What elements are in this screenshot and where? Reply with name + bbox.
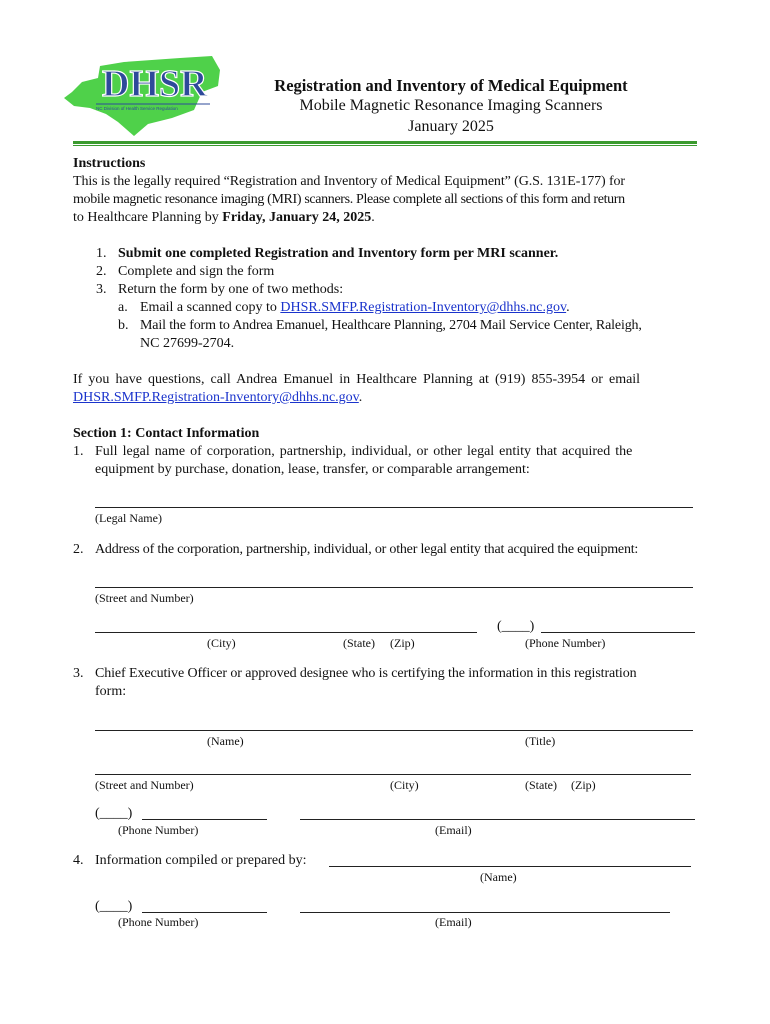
legal-name-caption: (Legal Name): [95, 511, 162, 525]
questions-line-1: If you have questions, call Andrea Emanuel in Healthcare Planning at (919) 855-3954 or email: [73, 372, 641, 387]
header-rule-thin: [73, 145, 697, 146]
ceo-address-field[interactable]: [95, 774, 691, 775]
street-caption: (Street and Number): [95, 591, 194, 605]
ceo-name-title-field[interactable]: [95, 730, 693, 731]
phone-caption: (Phone Number): [118, 915, 199, 929]
title-caption: (Title): [525, 734, 556, 748]
email-caption: (Email): [435, 823, 472, 837]
street-field[interactable]: [95, 587, 693, 588]
section-1-heading: Section 1: Contact Information: [73, 426, 260, 441]
area-code-field[interactable]: (____): [95, 899, 133, 914]
email-link[interactable]: DHSR.SMFP.Registration-Inventory@dhhs.nc.gov: [280, 300, 567, 315]
instructions-line-3: to Healthcare Planning by Friday, January 24, 2025.: [73, 210, 375, 225]
step-number: 1.: [96, 246, 107, 261]
preparer-name-field[interactable]: [329, 866, 691, 867]
step-number: 3.: [96, 282, 107, 297]
question-number: 3.: [73, 666, 84, 681]
legal-name-field[interactable]: [95, 507, 693, 508]
question-number: 4.: [73, 853, 84, 868]
state-caption: (State): [343, 636, 375, 650]
step-2-text: Complete and sign the form: [118, 264, 275, 279]
step-3-text: Return the form by one of two methods:: [118, 282, 344, 297]
q4-text: Information compiled or prepared by:: [95, 853, 307, 868]
questions-line-2: DHSR.SMFP.Registration-Inventory@dhhs.nc.gov.: [73, 390, 363, 405]
instructions-line-2: mobile magnetic resonance imaging (MRI) scanners. Please complete all sections of this form and return: [73, 192, 625, 207]
q3-line-1: Chief Executive Officer or approved designee who is certifying the information in this registration: [95, 666, 637, 681]
ceo-phone-field[interactable]: [142, 819, 267, 820]
ceo-email-field[interactable]: [300, 819, 695, 820]
deadline: Friday, January 24, 2025: [222, 210, 372, 225]
question-number: 1.: [73, 444, 84, 459]
preparer-email-field[interactable]: [300, 912, 670, 913]
city-caption: (City): [390, 778, 419, 792]
form-subtitle: Mobile Magnetic Resonance Imaging Scanners: [299, 97, 603, 114]
q1-line-1: Full legal name of corporation, partnership, individual, or other legal entity that acquired the: [95, 444, 633, 459]
preparer-phone-field[interactable]: [142, 912, 267, 913]
area-code-field[interactable]: (____): [497, 619, 535, 634]
phone-caption: (Phone Number): [118, 823, 199, 837]
step-1-text: Submit one completed Registration and Inventory form per MRI scanner.: [118, 246, 559, 261]
dhsr-logo: [62, 52, 224, 138]
method-letter: b.: [118, 318, 129, 333]
instructions-heading: Instructions: [73, 156, 146, 171]
q2-text: Address of the corporation, partnership, individual, or other legal entity that acquired the equipment:: [95, 542, 639, 557]
zip-caption: (Zip): [390, 636, 415, 650]
email-caption: (Email): [435, 915, 472, 929]
question-number: 2.: [73, 542, 84, 557]
q1-line-2: equipment by purchase, donation, lease, transfer, or comparable arrangement:: [95, 462, 530, 477]
method-b-line-2: NC 27699-2704.: [140, 336, 235, 351]
form-date: January 2025: [408, 118, 494, 135]
step-number: 2.: [96, 264, 107, 279]
phone-field[interactable]: [541, 632, 695, 633]
form-title: Registration and Inventory of Medical Equipment: [274, 76, 628, 95]
instructions-line-1: This is the legally required “Registration and Inventory of Medical Equipment” (G.S. 131E-177) for: [73, 174, 625, 189]
name-caption: (Name): [207, 734, 244, 748]
logo-wordmark: DHSR: [102, 63, 208, 105]
name-caption: (Name): [480, 870, 517, 884]
logo-subtext: NC Division of Health Service Regulation: [96, 106, 178, 111]
header-rule: [73, 141, 697, 144]
street-caption: (Street and Number): [95, 778, 194, 792]
state-caption: (State): [525, 778, 557, 792]
method-letter: a.: [118, 300, 128, 315]
city-state-zip-field[interactable]: [95, 632, 477, 633]
email-link[interactable]: DHSR.SMFP.Registration-Inventory@dhhs.nc.gov: [73, 390, 359, 405]
city-caption: (City): [207, 636, 236, 650]
q3-line-2: form:: [95, 684, 127, 699]
zip-caption: (Zip): [571, 778, 596, 792]
phone-caption: (Phone Number): [525, 636, 606, 650]
method-b-line-1: Mail the form to Andrea Emanuel, Healthcare Planning, 2704 Mail Service Center, Raleigh,: [140, 318, 642, 333]
area-code-field[interactable]: (____): [95, 806, 133, 821]
method-a: Email a scanned copy to DHSR.SMFP.Registration-Inventory@dhhs.nc.gov.: [140, 300, 570, 315]
